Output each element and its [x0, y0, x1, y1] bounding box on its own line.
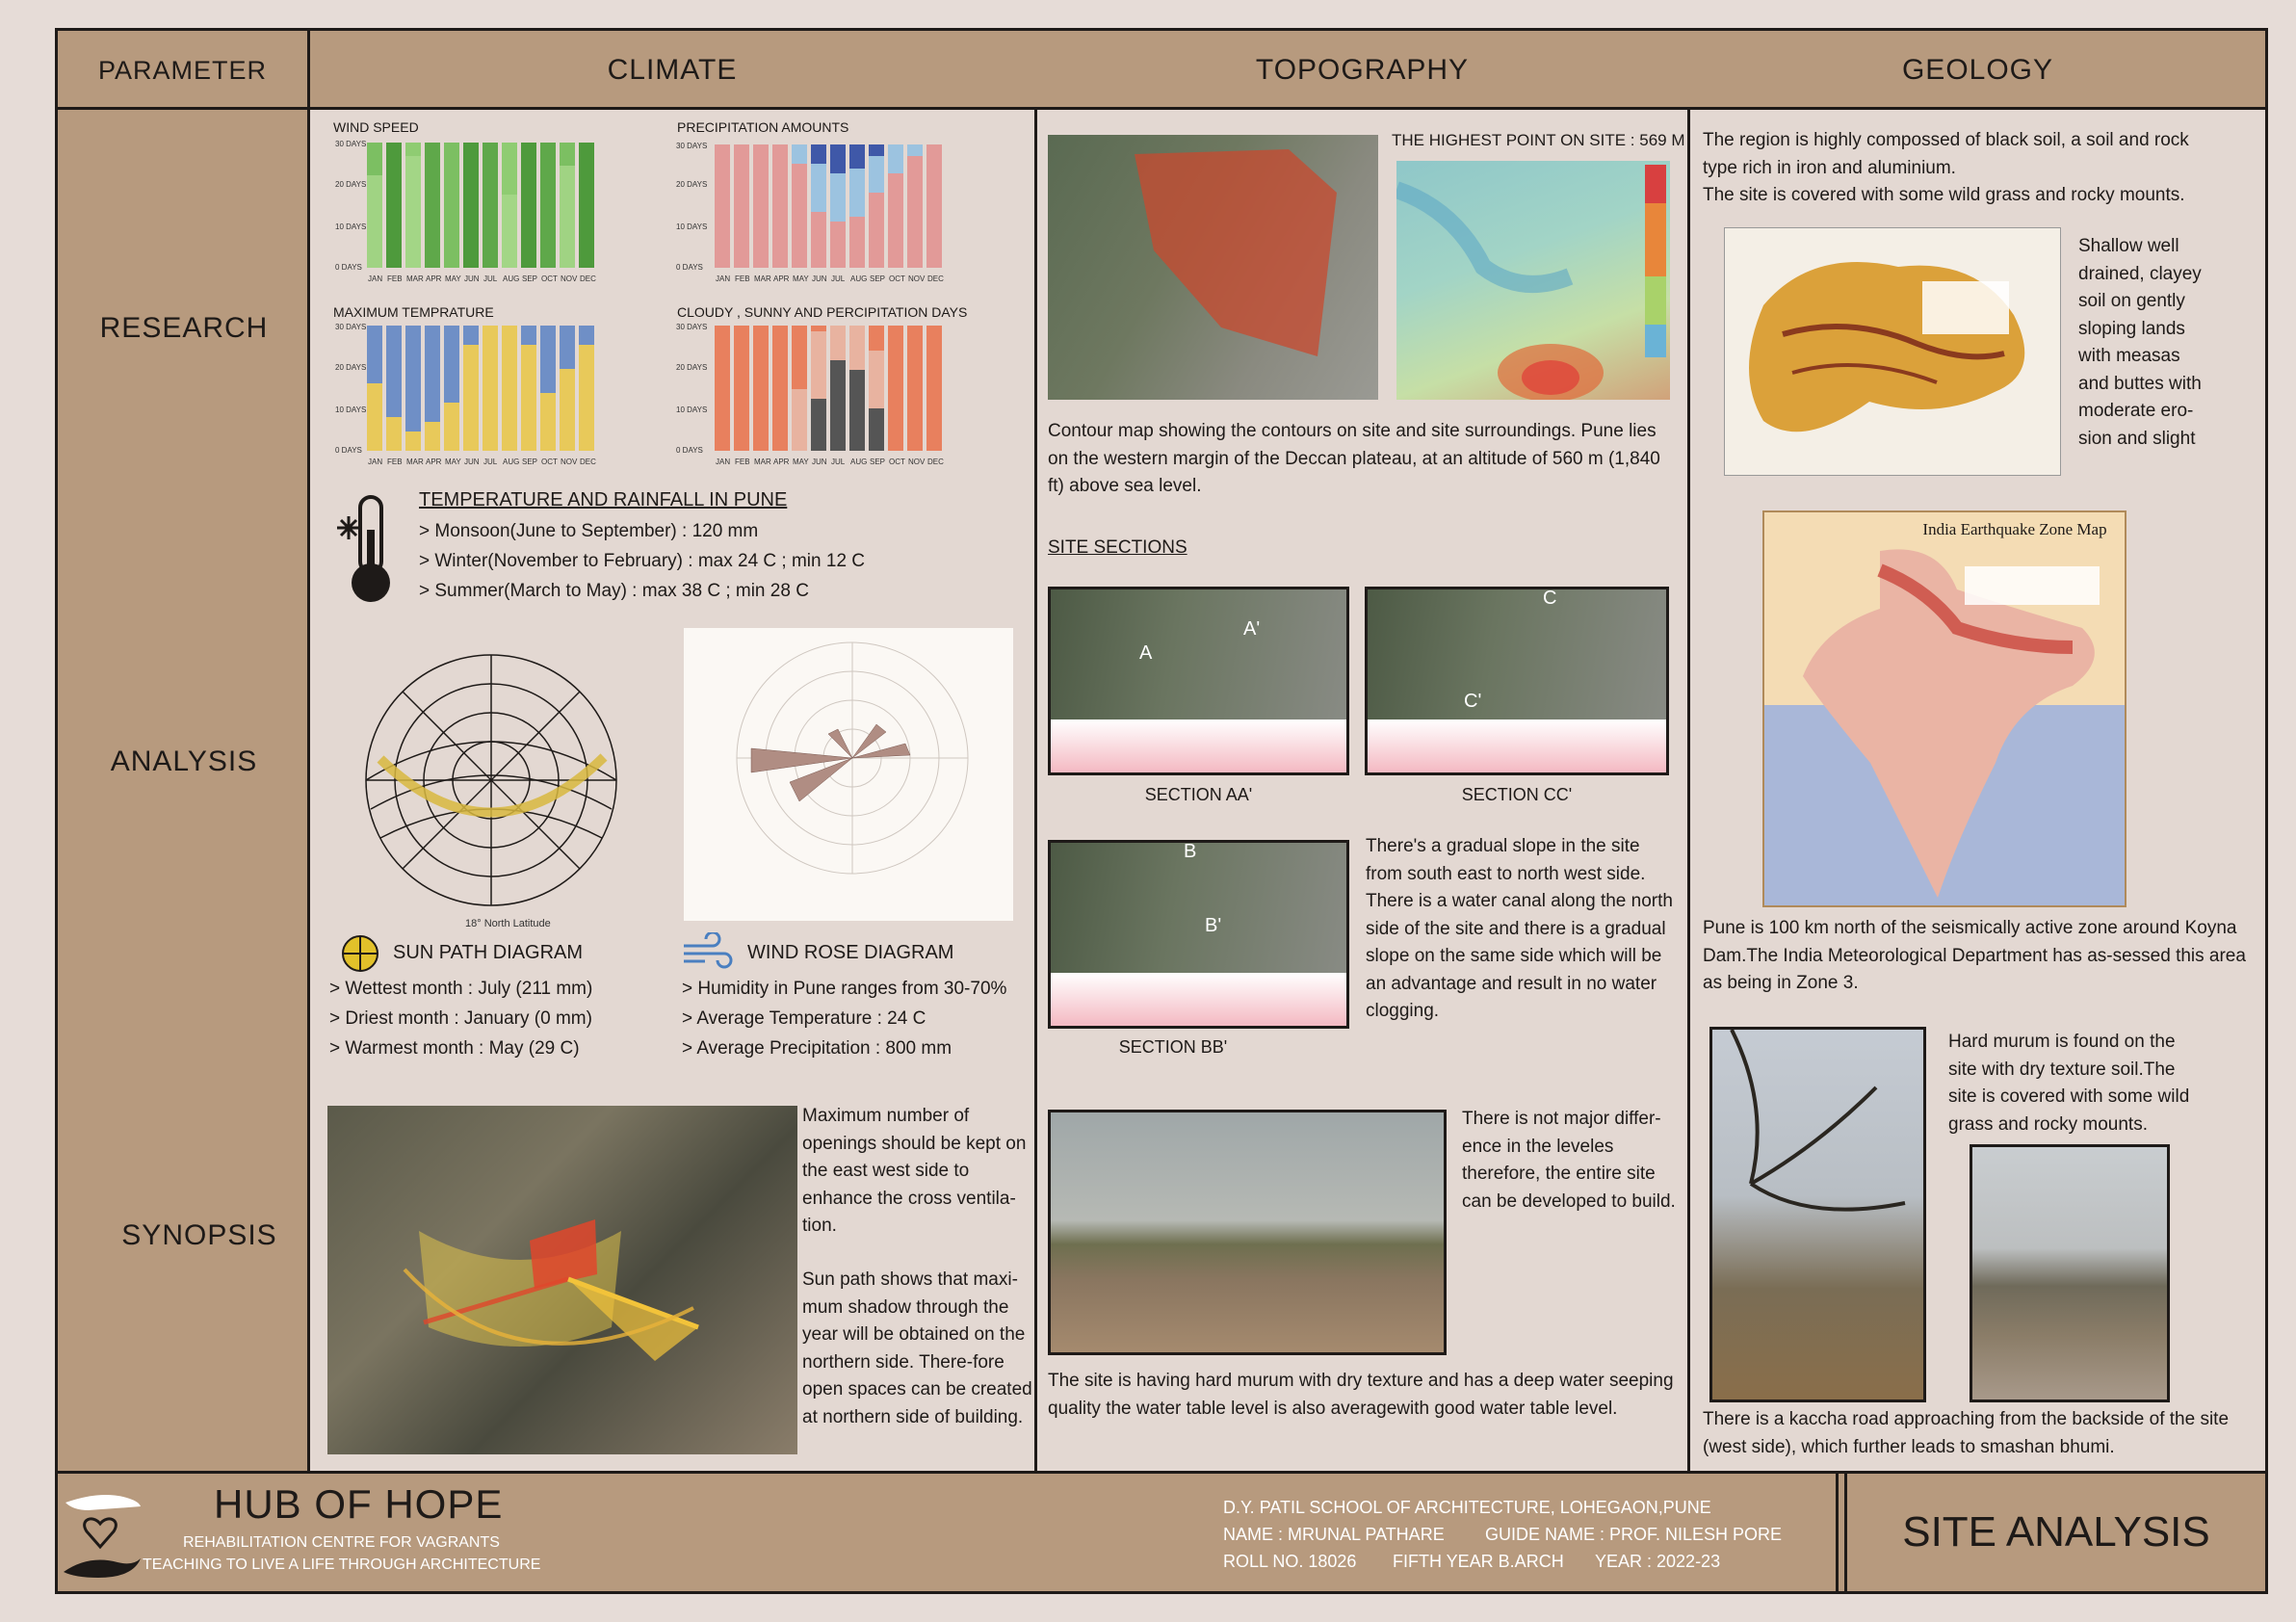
sun-path-line-2: > Driest month : January (0 mm)	[329, 1008, 592, 1029]
svg-text:10 DAYS: 10 DAYS	[676, 406, 708, 414]
svg-text:MAY: MAY	[793, 458, 809, 466]
student-name: NAME : MRUNAL PATHARE	[1223, 1525, 1445, 1544]
svg-text:AUG: AUG	[503, 275, 520, 283]
header-topography: TOPOGRAPHY	[1255, 54, 1470, 86]
svg-text:DEC: DEC	[580, 458, 596, 466]
section-aa-image	[1048, 587, 1349, 775]
svg-text:NOV: NOV	[908, 275, 926, 283]
precipitation-title: PRECIPITATION AMOUNTS	[677, 119, 849, 135]
svg-text:DEC: DEC	[927, 275, 944, 283]
svg-text:0 DAYS: 0 DAYS	[335, 446, 362, 455]
hands-heart-logo	[60, 1487, 144, 1580]
svg-text:20 DAYS: 20 DAYS	[676, 363, 708, 372]
max-temperature-title: MAXIMUM TEMPRATURE	[333, 304, 494, 320]
svg-text:FEB: FEB	[387, 275, 403, 283]
svg-text:FEB: FEB	[387, 458, 403, 466]
wind-rose-line-2: > Average Temperature : 24 C	[682, 1008, 926, 1029]
svg-text:NOV: NOV	[561, 458, 578, 466]
cloudy-sunny-title: CLOUDY , SUNNY AND PERCIPITATION DAYS	[677, 304, 968, 320]
svg-text:FEB: FEB	[735, 275, 750, 283]
svg-text:JUN: JUN	[812, 275, 827, 283]
svg-text:MAR: MAR	[406, 275, 424, 283]
wind-rose-label: WIND ROSE DIAGRAM	[747, 942, 954, 963]
geology-intro: The region is highly compossed of black soil, a soil and rock type rich in iron and aluminium.	[1703, 130, 2189, 178]
guide-name: GUIDE NAME : PROF. NILESH PORE	[1485, 1525, 1783, 1544]
svg-text:AUG: AUG	[850, 275, 868, 283]
svg-text:20 DAYS: 20 DAYS	[335, 363, 367, 372]
rainfall-line-2: > Winter(November to February) : max 24 C ; min 12 C	[419, 551, 866, 571]
svg-text:APR: APR	[773, 275, 790, 283]
section-cc-image	[1365, 587, 1669, 775]
cloudy-sunny-chart	[674, 322, 992, 474]
site-ground-photo	[1048, 1110, 1447, 1355]
roll-number: ROLL NO. 18026	[1223, 1552, 1357, 1571]
svg-text:OCT: OCT	[541, 458, 558, 466]
svg-text:APR: APR	[773, 458, 790, 466]
sheet-title: SITE ANALYSIS	[1902, 1508, 2210, 1556]
svg-text:MAY: MAY	[445, 458, 461, 466]
thermometer-icon	[331, 491, 408, 607]
project-title: HUB OF HOPE	[214, 1481, 504, 1527]
svg-text:OCT: OCT	[889, 458, 905, 466]
svg-text:SEP: SEP	[870, 458, 886, 466]
svg-text:JAN: JAN	[716, 275, 731, 283]
svg-text:JAN: JAN	[368, 458, 383, 466]
mark-a-prime: A'	[1243, 618, 1261, 640]
row-label-research: RESEARCH	[99, 312, 269, 344]
hard-murum-description: Hard murum is found on the site with dry texture soil.The site is covered with some wild grass and rocky mounts.	[1948, 1032, 2190, 1135]
section-bb-image	[1048, 840, 1349, 1029]
svg-text:APR: APR	[426, 275, 442, 283]
svg-text:30 DAYS: 30 DAYS	[676, 142, 708, 150]
wind-rose-diagram	[684, 628, 1013, 921]
wind-icon	[680, 932, 738, 971]
sun-path-latitude: 18° North Latitude	[465, 918, 551, 929]
rainfall-line-1: > Monsoon(June to September) : 120 mm	[419, 521, 759, 541]
sun-path-label: SUN PATH DIAGRAM	[393, 942, 584, 963]
svg-text:10 DAYS: 10 DAYS	[676, 222, 708, 231]
precipitation-chart	[674, 137, 992, 299]
row-label-synopsis: SYNOPSIS	[121, 1219, 277, 1251]
rainfall-title: TEMPERATURE AND RAINFALL IN PUNE	[419, 489, 788, 510]
mark-b: B	[1184, 841, 1197, 862]
svg-text:MAR: MAR	[406, 458, 424, 466]
murum-description: The site is having hard murum with dry texture and has a deep water seeping quality the water table level is also averagewith good water table level.	[1048, 1371, 1674, 1419]
project-subtitle-2: TEACHING TO LIVE A LIFE THROUGH ARCHITECTURE	[143, 1557, 541, 1573]
header-parameter: PARAMETER	[97, 55, 268, 85]
svg-text:JUN: JUN	[812, 458, 827, 466]
row-label-analysis: ANALYSIS	[110, 746, 258, 777]
svg-text:0 DAYS: 0 DAYS	[676, 446, 703, 455]
earthquake-zone-map	[1762, 510, 2126, 907]
svg-text:NOV: NOV	[561, 275, 578, 283]
sun-icon	[339, 932, 381, 975]
wind-speed-title: WIND SPEED	[333, 119, 419, 135]
svg-text:10 DAYS: 10 DAYS	[335, 406, 367, 414]
svg-text:AUG: AUG	[850, 458, 868, 466]
mark-b-prime: B'	[1205, 915, 1222, 936]
slope-description: There's a gradual slope in the site from south east to north west side. There is a water canal along the north side of the site and there is a gradual slope on the same side which will be an advantage and result in no water clogging.	[1366, 836, 1673, 1021]
svg-text:APR: APR	[426, 458, 442, 466]
road-description: There is a kaccha road approaching from the backside of the site (west side), which further leads to smashan bhumi.	[1703, 1409, 2230, 1457]
earthquake-description: Pune is 100 km north of the seismically active zone around Koyna Dam.The India Meteorological Department has as-sessed this area as being in Zone 3.	[1703, 918, 2246, 993]
sun-path-line-3: > Warmest month : May (29 C)	[329, 1038, 580, 1059]
svg-text:JUN: JUN	[464, 275, 480, 283]
synopsis-text-2: Sun path shows that maxi-mum shadow through the year will be obtained on the northern side. There-fore open spaces can be created at northern side of building.	[802, 1269, 1032, 1427]
max-temperature-chart	[333, 322, 632, 474]
svg-text:JAN: JAN	[716, 458, 731, 466]
svg-text:JUL: JUL	[483, 275, 498, 283]
mark-a: A	[1139, 642, 1153, 664]
svg-text:20 DAYS: 20 DAYS	[335, 180, 367, 189]
svg-text:JUL: JUL	[831, 458, 846, 466]
wind-rose-line-3: > Average Precipitation : 800 mm	[682, 1038, 952, 1059]
svg-text:DEC: DEC	[580, 275, 596, 283]
earthquake-map-title: India Earthquake Zone Map	[1922, 520, 2107, 538]
levels-description: There is not major differ-ence in the leveles therefore, the entire site can be developed to build.	[1462, 1109, 1676, 1212]
rainfall-line-3: > Summer(March to May) : max 38 C ; min 28 C	[419, 581, 809, 601]
svg-text:JAN: JAN	[368, 275, 383, 283]
svg-text:FEB: FEB	[735, 458, 750, 466]
project-subtitle-1: REHABILITATION CENTRE FOR VAGRANTS	[183, 1534, 500, 1551]
soil-description: Shallow well drained, clayey soil on gently sloping lands with measas and buttes with moderate ero-sion and slight	[2078, 236, 2202, 449]
wind-rose-panel	[684, 628, 1013, 921]
svg-text:30 DAYS: 30 DAYS	[335, 140, 367, 148]
svg-text:20 DAYS: 20 DAYS	[676, 180, 708, 189]
svg-text:NOV: NOV	[908, 458, 926, 466]
wind-rose-line-1: > Humidity in Pune ranges from 30-70%	[682, 979, 1007, 999]
svg-text:SEP: SEP	[870, 275, 886, 283]
section-cc-label: SECTION CC'	[1461, 785, 1573, 804]
contour-description: Contour map showing the contours on site and site surroundings. Pune lies on the western margin of the Deccan plateau, at an altitude of 560 m (1,840 ft) above sea level.	[1048, 421, 1660, 496]
contour-map	[1396, 161, 1670, 400]
svg-text:OCT: OCT	[889, 275, 905, 283]
svg-text:30 DAYS: 30 DAYS	[676, 323, 708, 331]
academic-year: YEAR : 2022-23	[1595, 1552, 1721, 1571]
svg-text:OCT: OCT	[541, 275, 558, 283]
section-aa-label: SECTION AA'	[1144, 785, 1253, 804]
svg-text:MAY: MAY	[445, 275, 461, 283]
mark-c-prime: C'	[1464, 691, 1482, 712]
site-aerial-image	[1048, 135, 1378, 400]
mark-c: C	[1543, 588, 1557, 609]
sun-path-diagram	[342, 645, 640, 934]
tree-photo	[1709, 1027, 1926, 1402]
highest-point-label: THE HIGHEST POINT ON SITE : 569 M	[1392, 131, 1685, 149]
synopsis-site-image	[327, 1106, 797, 1454]
wind-speed-chart	[333, 137, 632, 289]
svg-text:MAY: MAY	[793, 275, 809, 283]
site-sections-title: SITE SECTIONS	[1048, 537, 1187, 558]
school-name: D.Y. PATIL SCHOOL OF ARCHITECTURE, LOHEGAON,PUNE	[1223, 1498, 1711, 1517]
svg-text:0 DAYS: 0 DAYS	[335, 263, 362, 272]
svg-text:SEP: SEP	[522, 458, 538, 466]
svg-text:30 DAYS: 30 DAYS	[335, 323, 367, 331]
soil-map	[1724, 227, 2061, 476]
road-photo	[1970, 1144, 2170, 1402]
svg-text:10 DAYS: 10 DAYS	[335, 222, 367, 231]
synopsis-text-1: Maximum number of openings should be kept on the east west side to enhance the cross ventila-tion.	[802, 1106, 1027, 1236]
svg-text:MAR: MAR	[754, 275, 771, 283]
svg-text:JUL: JUL	[483, 458, 498, 466]
svg-text:JUN: JUN	[464, 458, 480, 466]
header-climate: CLIMATE	[607, 54, 738, 86]
svg-text:MAR: MAR	[754, 458, 771, 466]
section-bb-label: SECTION BB'	[1118, 1037, 1228, 1057]
year-of-study: FIFTH YEAR B.ARCH	[1393, 1552, 1564, 1571]
header-geology: GEOLOGY	[1901, 54, 2054, 86]
svg-text:DEC: DEC	[927, 458, 944, 466]
svg-text:AUG: AUG	[503, 458, 520, 466]
sun-path-line-1: > Wettest month : July (211 mm)	[329, 979, 593, 999]
svg-text:SEP: SEP	[522, 275, 538, 283]
geology-intro-2: The site is covered with some wild grass and rocky mounts.	[1703, 185, 2185, 205]
svg-text:0 DAYS: 0 DAYS	[676, 263, 703, 272]
svg-text:JUL: JUL	[831, 275, 846, 283]
